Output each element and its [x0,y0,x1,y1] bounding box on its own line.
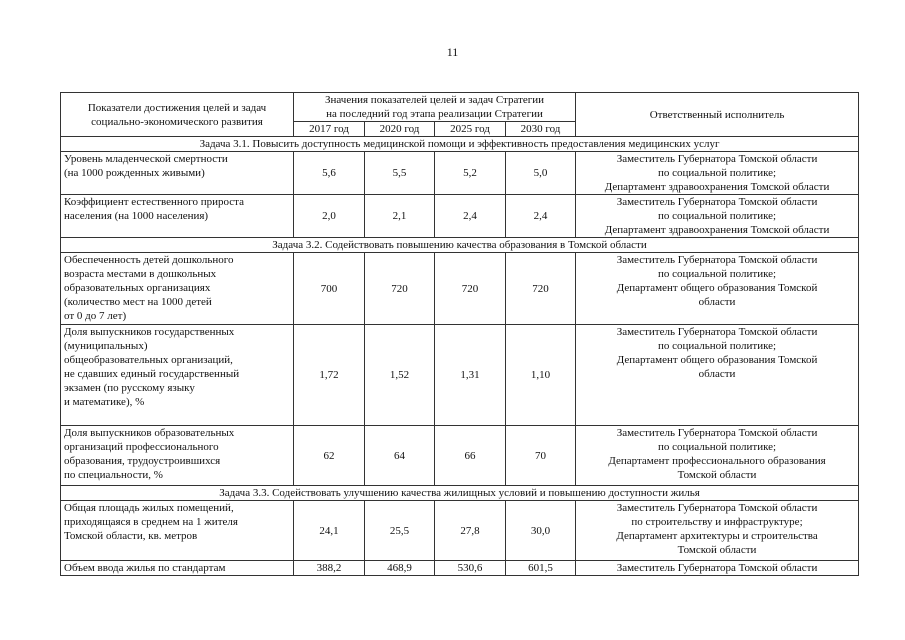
value-cell: 720 [435,253,506,325]
indicator-cell: Общая площадь жилых помещений, приходящаяся в среднем на 1 жителя Томской области, кв. метров [61,501,294,561]
responsible-cell: Заместитель Губернатора Томской области [576,561,859,576]
value-cell: 1,52 [365,325,435,426]
responsible-cell: Заместитель Губернатора Томской области по социальной политике; Департамент здравоохранения Томской области [576,152,859,195]
value-cell: 5,0 [506,152,576,195]
table-row [61,195,859,238]
task-title: Задача 3.2. Содействовать повышению качества образования в Томской области [61,238,859,253]
value-cell: 2,0 [294,195,365,238]
responsible-cell: Заместитель Губернатора Томской области по строительству и инфраструктуре; Департамент архитектуры и строительства Томской области [576,501,859,561]
value-cell: 30,0 [506,501,576,561]
value-cell: 66 [435,426,506,486]
table-row [61,253,859,325]
header-year: 2030 год [506,122,576,137]
task-title: Задача 3.3. Содействовать улучшению качества жилищных условий и повышению доступности жилья [61,486,859,501]
page-number: 11 [446,45,459,59]
indicator-cell: Коэффициент естественного прироста населения (на 1000 населения) [61,195,294,238]
indicator-cell: Доля выпускников образовательных организаций профессионального образования, трудоустроившихся по специальности, % [61,426,294,486]
table-row [61,426,859,486]
value-cell: 720 [506,253,576,325]
value-cell: 388,2 [294,561,365,576]
table-row [61,561,859,576]
value-cell: 62 [294,426,365,486]
strategy-indicators-table [60,92,859,576]
indicator-cell: Объем ввода жилья по стандартам [61,561,294,576]
responsible-cell: Заместитель Губернатора Томской области по социальной политике; Департамент здравоохранения Томской области [576,195,859,238]
table-row [61,152,859,195]
value-cell: 2,4 [435,195,506,238]
indicator-cell: Доля выпускников государственных (муниципальных) общеобразовательных организаций, не сдавших единый государственный экзамен (по русскому языку и математике), % [61,325,294,426]
value-cell: 601,5 [506,561,576,576]
responsible-cell: Заместитель Губернатора Томской области по социальной политике; Департамент общего образования Томской области [576,325,859,426]
value-cell: 1,72 [294,325,365,426]
value-cell: 64 [365,426,435,486]
value-cell: 720 [365,253,435,325]
value-cell: 2,1 [365,195,435,238]
header-indicator: Показатели достижения целей и задач социально-экономического развития [61,93,294,137]
value-cell: 70 [506,426,576,486]
value-cell: 25,5 [365,501,435,561]
value-cell: 27,8 [435,501,506,561]
header-responsible: Ответственный исполнитель [576,93,859,137]
responsible-cell: Заместитель Губернатора Томской области по социальной политике; Департамент общего образования Томской области [576,253,859,325]
header-values-group: Значения показателей целей и задач Стратегии на последний год этапа реализации Стратегии [294,93,576,122]
task-title: Задача 3.1. Повысить доступность медицинской помощи и эффективность предоставления медицинских услуг [61,137,859,152]
indicator-cell: Уровень младенческой смертности (на 1000 рожденных живыми) [61,152,294,195]
value-cell: 530,6 [435,561,506,576]
table-row [61,501,859,561]
value-cell: 5,5 [365,152,435,195]
value-cell: 1,31 [435,325,506,426]
header-year: 2017 год [294,122,365,137]
indicator-cell: Обеспеченность детей дошкольного возраста местами в дошкольных образовательных организациях (количество мест на 1000 детей от 0 до 7 лет) [61,253,294,325]
value-cell: 2,4 [506,195,576,238]
header-year: 2020 год [365,122,435,137]
responsible-cell: Заместитель Губернатора Томской области по социальной политике; Департамент профессионального образования Томской области [576,426,859,486]
value-cell: 24,1 [294,501,365,561]
value-cell: 5,6 [294,152,365,195]
table-row [61,325,859,426]
value-cell: 468,9 [365,561,435,576]
value-cell: 700 [294,253,365,325]
header-year: 2025 год [435,122,506,137]
value-cell: 1,10 [506,325,576,426]
value-cell: 5,2 [435,152,506,195]
